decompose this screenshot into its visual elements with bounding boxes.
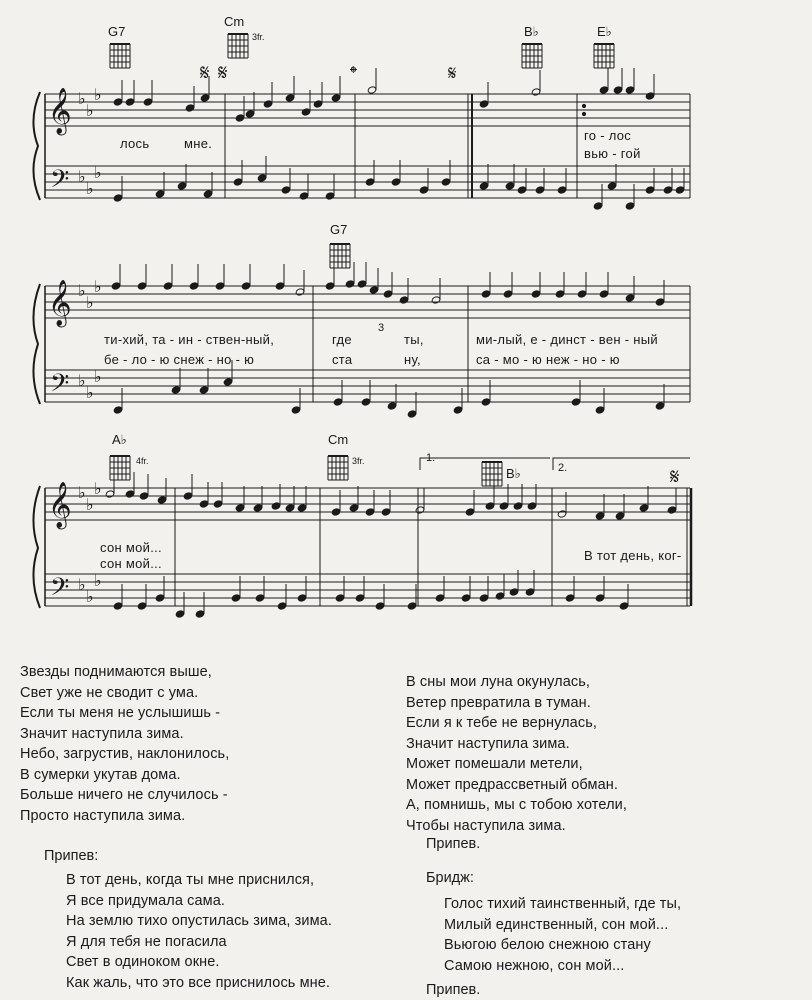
note-head: [271, 502, 281, 510]
note-head: [565, 594, 575, 602]
note-head: [203, 190, 213, 198]
note-head: [199, 386, 209, 394]
svg-text:♭: ♭: [86, 587, 94, 606]
bridge-title: Бридж:: [426, 870, 474, 886]
note-head: [615, 512, 625, 520]
chord-diagram: [110, 456, 130, 480]
note-head: [481, 398, 491, 406]
volta-2-label: 2.: [558, 462, 568, 474]
text-line: Если я к тебе не вернулась,: [406, 715, 597, 731]
svg-text:𝄋: 𝄋: [670, 465, 680, 490]
note-head: [285, 504, 295, 512]
svg-text:𝄋: 𝄋: [200, 61, 210, 86]
text-line: Больше ничего не случилось -: [20, 787, 228, 803]
lyric: са - мо - ю неж - но - ю: [476, 352, 620, 367]
text-line: Может помешали метели,: [406, 756, 583, 772]
note-head: [639, 504, 649, 512]
note-head: [531, 88, 541, 96]
text-line: Небо, загрустив, наклонилось,: [20, 746, 230, 762]
note-head: [675, 186, 685, 194]
note-head: [625, 202, 635, 210]
svg-text:𝄞: 𝄞: [48, 280, 72, 326]
note-head: [571, 398, 581, 406]
note-head: [295, 288, 305, 296]
lyric: В тот день, ког-: [584, 548, 682, 563]
chord-label: E♭: [597, 24, 612, 39]
note-head: [235, 114, 245, 122]
note-head: [431, 296, 441, 304]
svg-text:♭: ♭: [86, 495, 94, 514]
text-line: На землю тихо опустилась зима, зима.: [66, 913, 332, 929]
note-head: [299, 192, 309, 200]
note-head: [195, 610, 205, 618]
note-head: [479, 182, 489, 190]
note-head: [281, 186, 291, 194]
note-head: [235, 504, 245, 512]
note-head: [233, 178, 243, 186]
svg-text:♭: ♭: [94, 85, 102, 104]
note-head: [200, 94, 210, 102]
text-line: Свет уже не сводит с ума.: [20, 684, 199, 701]
text-line: В тот день, когда ты мне приснился,: [66, 872, 315, 888]
note-head: [297, 504, 307, 512]
lyric: го - лос: [584, 128, 632, 143]
text-line: Ветер превратила в туман.: [406, 694, 591, 711]
note-head: [485, 502, 495, 510]
note-head: [333, 398, 343, 406]
note-head: [139, 492, 149, 500]
note-head: [365, 508, 375, 516]
svg-text:♭: ♭: [94, 163, 102, 182]
note-head: [189, 282, 199, 290]
note-head: [125, 490, 135, 498]
lyric: ми-лый, е - динст - вен - ный: [476, 332, 658, 347]
note-head: [461, 594, 471, 602]
svg-text:♭: ♭: [78, 167, 86, 186]
note-head: [325, 192, 335, 200]
text-line: Звезды поднимаются выше,: [20, 664, 212, 680]
text-line: Самою нежною, сон мой...: [444, 957, 625, 974]
chord-diagram: [594, 44, 614, 68]
note-head: [365, 178, 375, 186]
svg-text:♭: ♭: [86, 383, 94, 402]
note-head: [301, 108, 311, 116]
note-head: [419, 186, 429, 194]
lyric: сон мой...: [100, 556, 162, 571]
text-line: Я все придумала сама.: [66, 892, 226, 909]
text-line: В сны мои луна окунулась,: [406, 674, 590, 690]
svg-text:♭: ♭: [78, 483, 86, 502]
note-head: [291, 406, 301, 414]
note-head: [325, 282, 335, 290]
note-head: [381, 508, 391, 516]
chord-label: Cm: [328, 432, 349, 447]
text-line: Значит наступила зима.: [20, 725, 184, 742]
note-head: [387, 402, 397, 410]
note-head: [215, 282, 225, 290]
text-line: Как жаль, что это все приснилось мне.: [66, 974, 331, 991]
lyric: ти-хий, та - ин - ствен-ный,: [104, 332, 275, 347]
note-head: [331, 508, 341, 516]
note-head: [177, 182, 187, 190]
note-head: [183, 492, 193, 500]
note-head: [557, 510, 567, 518]
text-line: Я для тебя не погасила: [66, 933, 227, 950]
text-line: Если ты меня не услышишь -: [20, 705, 221, 721]
note-head: [105, 490, 115, 498]
fret-label: 3fr.: [352, 456, 365, 466]
note-head: [257, 174, 267, 182]
note-head: [111, 282, 121, 290]
text-line: Может предрассветный обман.: [406, 776, 618, 793]
note-head: [645, 92, 655, 100]
note-head: [241, 282, 251, 290]
volta-1-label: 1.: [426, 452, 436, 464]
note-head: [155, 190, 165, 198]
note-head: [555, 290, 565, 298]
note-head: [407, 410, 417, 418]
note-head: [645, 186, 655, 194]
note-head: [137, 602, 147, 610]
lyric: где: [332, 332, 352, 347]
svg-text:♭: ♭: [94, 479, 102, 498]
fret-label: 3fr.: [252, 32, 265, 42]
note-head: [253, 504, 263, 512]
note-head: [667, 506, 677, 514]
text-line: Чтобы наступила зима.: [406, 817, 566, 834]
text-line: Значит наступила зима.: [406, 735, 570, 752]
note-head: [499, 502, 509, 510]
note-head: [125, 98, 135, 106]
note-head: [349, 504, 359, 512]
text-line: Свет в одиноком окне.: [66, 954, 220, 970]
chord-label: G7: [330, 222, 348, 237]
note-head: [357, 280, 367, 288]
note-head: [345, 280, 355, 288]
chord-diagram: [522, 44, 542, 68]
chord-diagram: [110, 44, 130, 68]
note-head: [481, 290, 491, 298]
note-head: [113, 602, 123, 610]
svg-text:♭: ♭: [94, 277, 102, 296]
svg-text:♭: ♭: [78, 371, 86, 390]
chorus-ref: Припев.: [426, 836, 481, 852]
note-head: [441, 178, 451, 186]
note-head: [175, 610, 185, 618]
note-head: [595, 594, 605, 602]
chorus-ref: Припев.: [426, 982, 481, 998]
svg-text:♭: ♭: [86, 101, 94, 120]
note-head: [577, 290, 587, 298]
note-head: [155, 594, 165, 602]
note-head: [137, 282, 147, 290]
svg-text:𝄢: 𝄢: [50, 573, 70, 608]
note-head: [625, 294, 635, 302]
note-head: [535, 186, 545, 194]
lyric: ста: [332, 352, 353, 367]
svg-text:♭: ♭: [94, 571, 102, 590]
note-head: [361, 398, 371, 406]
note-head: [255, 594, 265, 602]
svg-text:𝄢: 𝄢: [50, 369, 70, 404]
note-head: [163, 282, 173, 290]
note-head: [625, 86, 635, 94]
chord-label: B♭: [524, 24, 539, 39]
note-head: [399, 296, 409, 304]
note-head: [595, 406, 605, 414]
svg-text:♭: ♭: [86, 179, 94, 198]
note-head: [331, 94, 341, 102]
svg-text:♭: ♭: [86, 293, 94, 312]
lyric: бе - ло - ю снеж - но - ю: [104, 352, 255, 367]
note-head: [663, 186, 673, 194]
note-head: [465, 508, 475, 516]
note-head: [495, 592, 505, 600]
note-head: [113, 194, 123, 202]
svg-text:♭: ♭: [78, 281, 86, 300]
fret-label: 4fr.: [136, 456, 149, 466]
chord-diagram: [228, 34, 248, 58]
note-head: [285, 94, 295, 102]
note-head: [245, 110, 255, 118]
lyric: вью - гой: [584, 146, 641, 161]
note-head: [199, 500, 209, 508]
text-line: Милый единственный, сон мой...: [444, 916, 669, 933]
note-head: [607, 182, 617, 190]
note-head: [383, 290, 393, 298]
note-head: [509, 588, 519, 596]
note-head: [391, 178, 401, 186]
svg-text:𝄢: 𝄢: [50, 165, 70, 200]
note-head: [613, 86, 623, 94]
note-head: [655, 402, 665, 410]
chord-label: Cm: [224, 14, 245, 29]
note-head: [407, 602, 417, 610]
note-head: [479, 594, 489, 602]
note-head: [435, 594, 445, 602]
text-line: В сумерки укутав дома.: [20, 766, 181, 783]
svg-text:𝄋: 𝄋: [218, 61, 228, 86]
note-head: [157, 496, 167, 504]
note-head: [503, 290, 513, 298]
svg-text:𝄋: 𝄋: [448, 61, 457, 85]
note-head: [171, 386, 181, 394]
chord-diagram: [482, 462, 502, 486]
note-head: [297, 594, 307, 602]
chord-diagram: [330, 244, 350, 268]
note-head: [375, 602, 385, 610]
note-head: [595, 512, 605, 520]
note-head: [275, 282, 285, 290]
chord-label: A♭: [112, 432, 127, 447]
lyric: ну,: [404, 352, 421, 367]
note-head: [143, 98, 153, 106]
note-head: [263, 100, 273, 108]
svg-text:𝄞: 𝄞: [48, 88, 72, 134]
system-3: [33, 458, 691, 608]
note-head: [277, 602, 287, 610]
text-line: Голос тихий таинственный, где ты,: [444, 896, 682, 912]
text-line: Вьюгою белою снежною стану: [444, 937, 651, 953]
note-head: [517, 186, 527, 194]
chord-diagram: [328, 456, 348, 480]
chord-label: G7: [108, 24, 126, 39]
note-head: [185, 104, 195, 112]
note-head: [531, 290, 541, 298]
note-head: [527, 502, 537, 510]
lyric: лось: [120, 136, 150, 151]
note-head: [113, 406, 123, 414]
lyric: сон мой...: [100, 540, 162, 555]
svg-text:𝄌: 𝄌: [350, 61, 357, 85]
svg-text:♭: ♭: [78, 89, 86, 108]
text-line: А, помнишь, мы с тобою хотели,: [406, 797, 627, 813]
note-head: [223, 378, 233, 386]
svg-text:♭: ♭: [78, 575, 86, 594]
note-head: [415, 506, 425, 514]
svg-text:♭: ♭: [94, 367, 102, 386]
note-head: [231, 594, 241, 602]
note-head: [525, 588, 535, 596]
note-head: [369, 286, 379, 294]
note-head: [505, 182, 515, 190]
text-line: Просто наступила зима.: [20, 807, 186, 824]
note-head: [593, 202, 603, 210]
note-head: [655, 298, 665, 306]
note-head: [513, 502, 523, 510]
note-head: [313, 100, 323, 108]
note-head: [453, 406, 463, 414]
note-head: [619, 602, 629, 610]
triplet-label: 3: [378, 322, 385, 334]
chorus-title: Припев:: [44, 848, 99, 864]
chord-label: B♭: [506, 466, 521, 481]
note-head: [213, 500, 223, 508]
note-head: [557, 186, 567, 194]
lyric: ты,: [404, 332, 424, 347]
note-head: [599, 86, 609, 94]
lyric: мне.: [184, 136, 213, 151]
note-head: [367, 86, 377, 94]
note-head: [479, 100, 489, 108]
svg-text:𝄞: 𝄞: [48, 482, 72, 528]
note-head: [335, 594, 345, 602]
note-head: [113, 98, 123, 106]
note-head: [599, 290, 609, 298]
note-head: [355, 594, 365, 602]
